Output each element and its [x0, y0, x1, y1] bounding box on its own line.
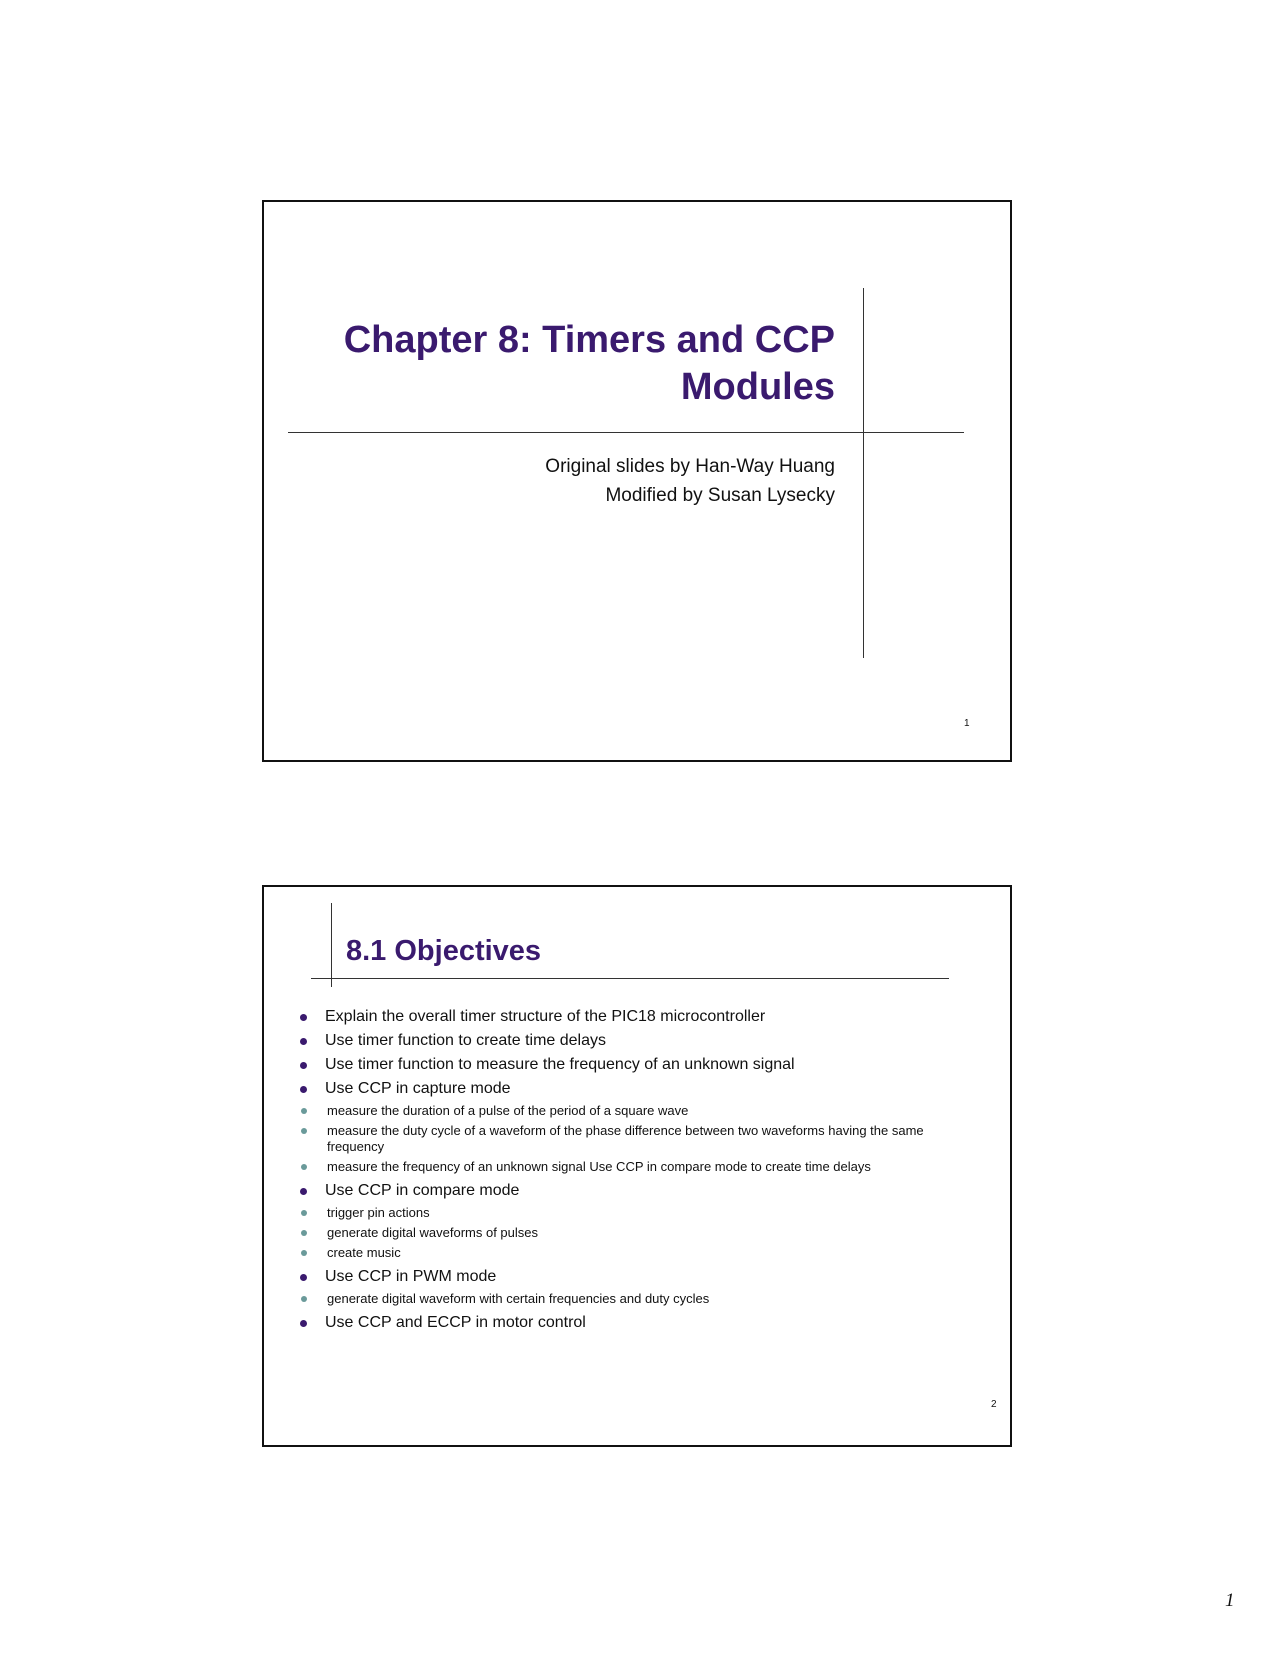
decor-dot	[947, 468, 963, 484]
decor-dot	[878, 491, 894, 507]
decor-dot	[924, 560, 940, 576]
decor-dot	[901, 537, 917, 553]
decor-dot	[878, 560, 894, 576]
decor-dot	[298, 899, 304, 905]
decor-dot	[315, 932, 321, 938]
decor-dot	[924, 583, 940, 599]
objective-subitem: measure the duration of a pulse of the period of a square wave	[299, 1103, 979, 1119]
objective-subitem: trigger pin actions	[299, 1205, 979, 1221]
decor-dot	[323, 932, 329, 938]
decor-dot	[306, 907, 312, 913]
decor-dot	[947, 491, 963, 507]
decor-dot	[878, 445, 894, 461]
decor-dot	[306, 915, 312, 921]
vertical-divider	[331, 903, 332, 987]
objective-sublist	[299, 1205, 979, 1261]
objective-subitem: generate digital waveform with certain frequencies and duty cycles	[299, 1291, 979, 1307]
objective-item: Use CCP and ECCP in motor control	[299, 1311, 979, 1335]
objectives-list	[299, 1005, 979, 1335]
decor-dot	[315, 907, 321, 913]
decor-dot	[323, 940, 329, 946]
objective-subitem: generate digital waveforms of pulses	[299, 1225, 979, 1241]
decor-dot	[306, 940, 312, 946]
objective-subitem: measure the duty cycle of a waveform of the phase difference between two waveforms having the same frequency	[299, 1123, 979, 1155]
decor-dot	[306, 932, 312, 938]
decor-dot	[924, 445, 940, 461]
decor-dot	[323, 907, 329, 913]
subtitle-author: Original slides by Han-Way Huang	[545, 456, 835, 477]
title-line-2: Modules	[680, 366, 835, 408]
slide-number: 2	[991, 1399, 997, 1410]
objective-sublist	[299, 1291, 979, 1307]
objective-item: Use timer function to create time delays	[299, 1029, 979, 1053]
decor-dot	[323, 949, 329, 955]
decor-dot	[290, 940, 296, 946]
decor-dot	[315, 940, 321, 946]
decor-dot	[901, 560, 917, 576]
objective-sublist	[299, 1103, 979, 1175]
decor-dot	[323, 924, 329, 930]
decor-dot	[315, 957, 321, 963]
decor-dot	[306, 957, 312, 963]
objective-item: Use CCP in PWM mode	[299, 1265, 979, 1289]
vertical-divider	[863, 288, 864, 658]
decor-dot	[947, 606, 963, 622]
decor-dot	[947, 560, 963, 576]
decor-dot	[901, 468, 917, 484]
decor-dot	[947, 514, 963, 530]
decor-dot	[306, 924, 312, 930]
objective-item: Use timer function to measure the frequency of an unknown signal	[299, 1053, 979, 1077]
decor-dot	[901, 606, 917, 622]
decor-dot	[970, 491, 986, 507]
decor-dot	[315, 949, 321, 955]
slide-number: 1	[964, 718, 970, 729]
decor-dot	[290, 924, 296, 930]
decor-dot	[924, 514, 940, 530]
subtitle-modifier: Modified by Susan Lysecky	[605, 485, 835, 506]
horizontal-divider	[288, 432, 964, 433]
decor-dot	[306, 949, 312, 955]
decor-dot	[878, 537, 894, 553]
decor-dot	[298, 924, 304, 930]
decor-dot	[878, 583, 894, 599]
decor-dot	[924, 468, 940, 484]
slide-1	[262, 200, 1012, 762]
horizontal-divider	[311, 978, 949, 979]
title-line-1: Chapter 8: Timers and CCP	[343, 319, 835, 361]
page-number: 1	[1225, 1590, 1235, 1611]
objective-subitem: create music	[299, 1245, 979, 1261]
decor-dot	[315, 899, 321, 905]
decor-dot	[901, 491, 917, 507]
decor-dot	[298, 949, 304, 955]
decor-dot	[323, 957, 329, 963]
objective-item: Use CCP in capture mode	[299, 1077, 979, 1101]
decor-dot	[878, 514, 894, 530]
decor-dot	[901, 583, 917, 599]
objective-subitem: measure the frequency of an unknown signal Use CCP in compare mode to create time delays	[299, 1159, 979, 1175]
decor-dot	[970, 537, 986, 553]
decor-dot	[901, 514, 917, 530]
decor-dot	[315, 924, 321, 930]
objective-item: Explain the overall timer structure of the PIC18 microcontroller	[299, 1005, 979, 1029]
slide-1-title	[275, 317, 835, 411]
decor-dot	[298, 907, 304, 913]
slide-2	[262, 885, 1012, 1447]
decor-dot	[878, 468, 894, 484]
decor-dot	[298, 932, 304, 938]
decor-dot	[947, 583, 963, 599]
decor-dot	[924, 537, 940, 553]
decor-dot	[315, 915, 321, 921]
decor-dot	[947, 537, 963, 553]
decor-dot	[901, 445, 917, 461]
decor-dot	[298, 915, 304, 921]
decor-dot	[298, 940, 304, 946]
decor-dot	[323, 915, 329, 921]
objective-item: Use CCP in compare mode	[299, 1179, 979, 1203]
decor-dot	[924, 491, 940, 507]
slide-2-title: 8.1 Objectives	[346, 935, 542, 967]
